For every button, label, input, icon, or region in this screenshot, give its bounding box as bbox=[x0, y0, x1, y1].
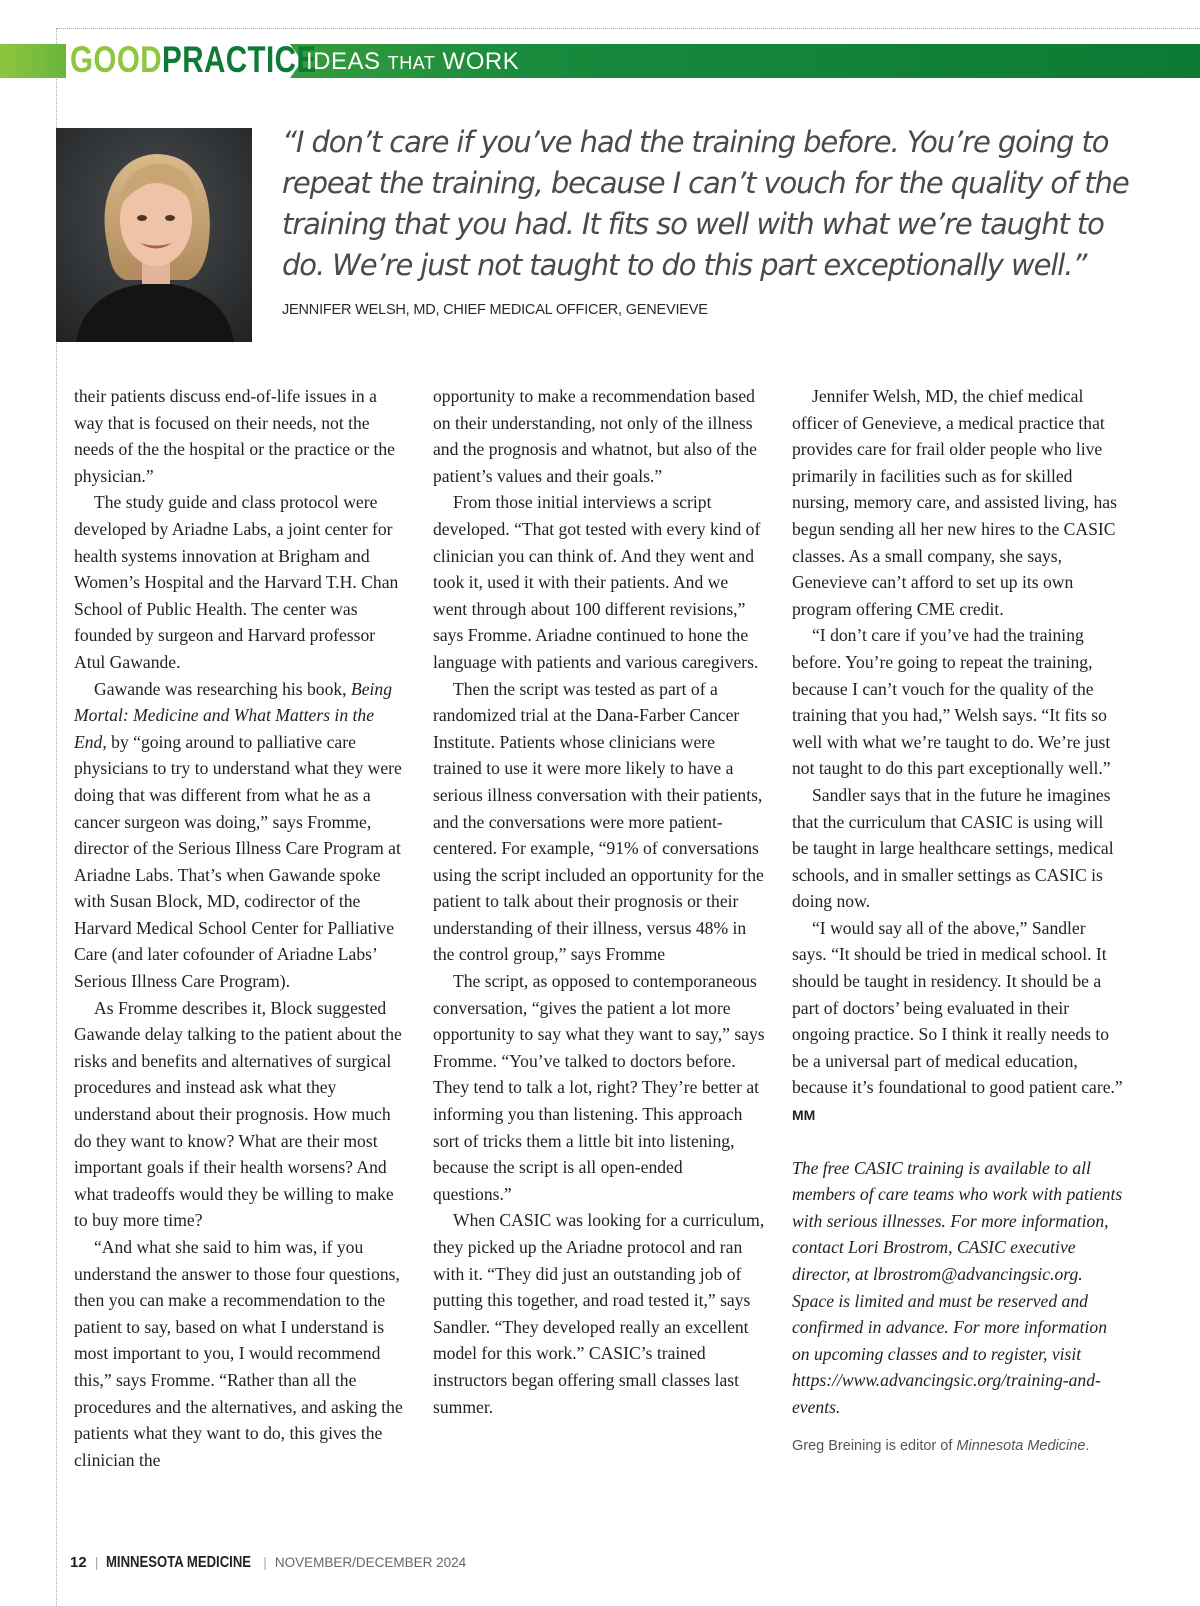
paragraph bbox=[792, 915, 1124, 1129]
magazine-name: MINNESOTA MEDICINE bbox=[106, 1554, 252, 1571]
paragraph: As Fromme describes it, Block suggested Gawande delay talking to the patient about the risks and benefits and alternatives of surgical procedures and instead ask what they understand about their prognosis. How much do they want to know? What are their most important goals if their health worsens? And what tradeoffs would they be willing to make to buy more time? bbox=[74, 997, 402, 1231]
footer-separator: | bbox=[263, 1554, 267, 1570]
page-number: 12 bbox=[70, 1554, 87, 1571]
article-column-2 bbox=[433, 383, 765, 1420]
top-dotted-rule bbox=[56, 28, 1200, 29]
footer-separator: | bbox=[94, 1554, 99, 1570]
page-footer bbox=[70, 1552, 466, 1572]
section-title-good: GOOD bbox=[70, 39, 163, 80]
byline-end: . bbox=[1085, 1437, 1090, 1454]
pull-quote-attribution: JENNIFER WELSH, MD, CHIEF MEDICAL OFFICER, GENEVIEVE bbox=[282, 302, 708, 318]
paragraph: their patients discuss end-of-life issues in a way that is focused on their needs, not the needs of the the hospital or the practice or the physician.” bbox=[74, 386, 395, 486]
section-title-practice: PRACTICE bbox=[162, 39, 317, 80]
paragraph: Sandler says that in the future he imagines that the curriculum that CASIC is using will be taught in large healthcare settings, medical schools, and in smaller settings as CASIC is doing now. bbox=[792, 784, 1114, 912]
byline-text: Greg Breining is editor of bbox=[792, 1437, 957, 1454]
end-sign: MM bbox=[792, 1107, 816, 1124]
subtitle-ideas: IDEAS bbox=[306, 48, 381, 75]
section-title bbox=[70, 40, 317, 80]
paragraph bbox=[74, 676, 406, 995]
author-byline bbox=[792, 1433, 1124, 1460]
pull-quote: “I don’t care if you’ve had the training before. You’re going to repeat the training, because I can’t vouch for the quality of the training that you had. It fits so well with what we’re taught to do. We’re just not taught to do this part exceptionally well.” bbox=[282, 125, 1129, 282]
paragraph: From those initial interviews a script developed. “That got tested with every kind of clinician you can think of. And they went and took it, used it with their patients. And we went through about 100 different revisions,” says Fromme. Ariadne continued to hone the language with patients and various caregivers. bbox=[433, 492, 761, 672]
paragraph: The study guide and class protocol were developed by Ariadne Labs, a joint center for health systems innovation at Brigham and Women’s Hospital and the Harvard T.H. Chan School of Public Health. The center was founded by surgeon and Harvard professor Atul Gawande. bbox=[74, 492, 399, 672]
paragraph: Jennifer Welsh, MD, the chief medical officer of Genevieve, a medical practice that provides care for frail older people who live primarily in facilities such as for skilled nursing, memory care, and assisted living, has begun sending all her new hires to the CASIC classes. As a small company, she says, Genevieve can’t afford to set up its own program offering CME credit. bbox=[792, 386, 1117, 619]
paragraph: Then the script was tested as part of a randomized trial at the Dana-Farber Cancer Institute. Patients whose clinicians were trained to use it were more likely to have a serious illness conversation with their patients, and the conversations were more patient-centered. For example, “91% of conversations using the script included an opportunity for the patient to talk about their prognosis or their understanding of their illness, versus 48% in the control group,” says Fromme bbox=[433, 678, 764, 965]
paragraph-text: “I would say all of the above,” Sandler says. “It should be tried in medical school. It should be taught in residency. It should be a part of doctors’ being evaluated in their ongoing practice. So I think it really needs to be a universal part of medical education, because it’s foundational to good patient care.” bbox=[792, 917, 1123, 1098]
info-note: The free CASIC training is available to all members of care teams who work with patients with serious illnesses. For more information, contact Lori Brostrom, CASIC executive director, at lbrostrom@advancingsic.org. Space is limited and must be reserved and confirmed in advance. For more information on upcoming classes and to register, visit https://www.advancingsic.org/training-and-events. bbox=[792, 1157, 1123, 1417]
subtitle-that: THAT bbox=[387, 53, 436, 73]
portrait-photo bbox=[56, 128, 252, 342]
book-title: Being Mortal: Medicine and What Matters in the End bbox=[74, 678, 393, 752]
paragraph: When CASIC was looking for a curriculum, they picked up the Ariadne protocol and ran with it. “They did just an outstanding job of putting this together, and road tested it,” says Sandler. “They developed really an excellent model for this work.” CASIC’s trained instructors began offering small classes last summer. bbox=[433, 1210, 765, 1417]
paragraph-text: Gawande was researching his book, bbox=[94, 678, 351, 699]
article-column-3 bbox=[792, 383, 1124, 1459]
section-subtitle bbox=[306, 44, 519, 78]
article-column-1 bbox=[74, 383, 406, 1473]
paragraph: The script, as opposed to contemporaneous conversation, “gives the patient a lot more opportunity to say what they want to say,” says Fromme. “You’ve talked to doctors before. They tend to talk a lot, right? They’re better at informing you than listening. This approach sort of tricks them a little bit into listening, because the script is all open-ended questions.” bbox=[433, 971, 765, 1204]
paragraph: “And what she said to him was, if you understand the answer to those four questions, then you can make a recommendation to the patient to say, based on what I understand is most important to you, I would recommend this,” says Fromme. “Rather than all the procedures and the alternatives, and asking the patients what they want to do, this gives the clinician the bbox=[74, 1237, 403, 1470]
subtitle-work: WORK bbox=[442, 48, 520, 75]
paragraph-text: , by “going around to palliative care physicians to try to understand what they were doing that was different from what he as a cancer surgeon was doing,” says Fromme, director of the Serious Illness Care Program at Ariadne Labs. That’s when Gawande spoke with Susan Block, MD, codirector of the Harvard Medical School Center for Palliative Care (and later cofounder of Ariadne Labs’ Serious Illness Care Program). bbox=[74, 731, 402, 992]
byline-magazine: Minnesota Medicine bbox=[956, 1437, 1086, 1454]
paragraph: “I don’t care if you’ve had the training before. You’re going to repeat the training, because I can’t vouch for the quality of the training that you had,” Welsh says. “It fits so well with what we’re taught to do. We’re just not taught to do this part exceptionally well.” bbox=[792, 625, 1111, 779]
issue-date: NOVEMBER/DECEMBER 2024 bbox=[274, 1555, 467, 1570]
paragraph: opportunity to make a recommendation based on their understanding, not only of the illness and the prognosis and whatnot, but also of the patient’s values and their goals.” bbox=[433, 386, 757, 486]
